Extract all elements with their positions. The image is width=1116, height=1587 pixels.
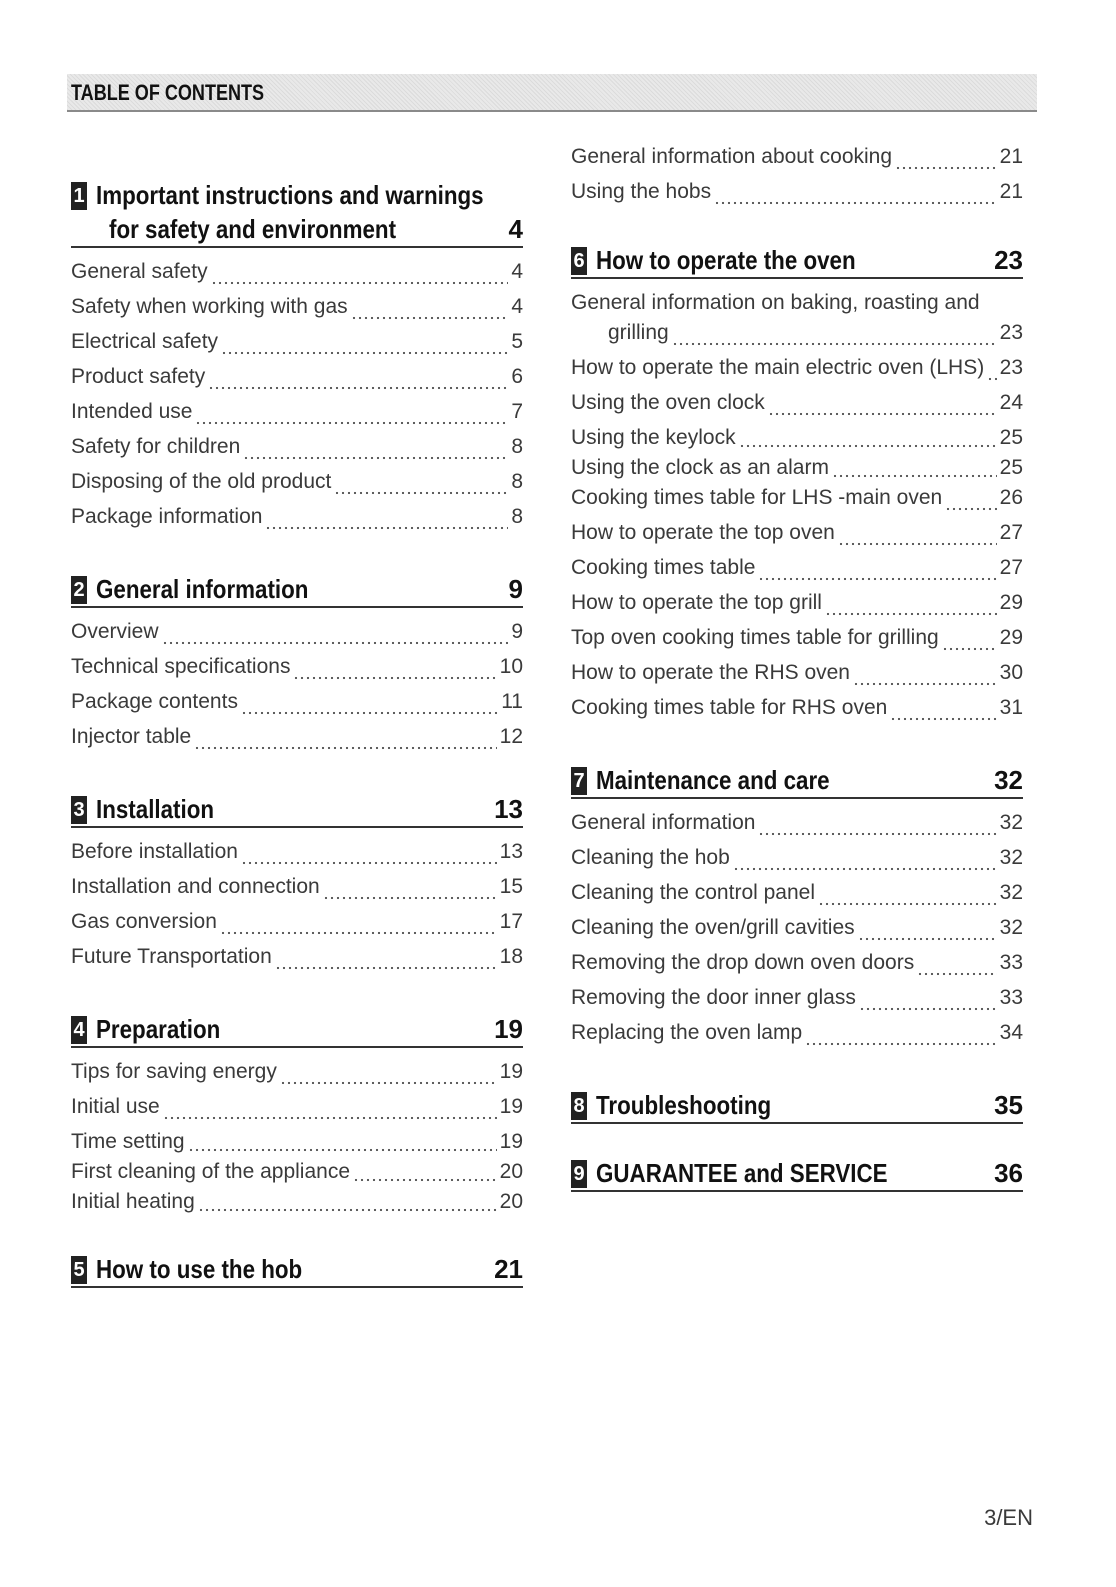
dot-leader <box>275 966 497 970</box>
toc-entry[interactable] <box>71 1190 523 1220</box>
dot-leader <box>758 832 996 836</box>
entry-label: Using the clock as an alarm <box>571 456 829 479</box>
toc-entry[interactable] <box>71 620 523 655</box>
dot-leader <box>895 166 997 170</box>
section-title: Installation <box>96 794 215 824</box>
dot-leader <box>853 682 997 686</box>
toc-section-8 <box>571 1088 1023 1124</box>
dot-leader <box>945 507 996 511</box>
entry-page: 21 <box>999 145 1023 168</box>
section-number-badge: 9 <box>571 1160 587 1188</box>
entry-page: 33 <box>999 951 1023 974</box>
entry-label: Installation and connection <box>71 875 320 898</box>
section-title-line2: for safety and environment <box>109 214 397 244</box>
entry-list <box>71 840 523 980</box>
dot-leader <box>818 902 997 906</box>
toc-entry[interactable] <box>571 661 1023 696</box>
section-number-badge: 2 <box>71 576 87 604</box>
dot-leader <box>859 1007 997 1011</box>
section-number-badge: 6 <box>571 247 587 275</box>
toc-entry[interactable] <box>71 330 523 365</box>
toc-entry[interactable] <box>71 690 523 725</box>
toc-entry[interactable] <box>571 521 1023 556</box>
section-heading-continued[interactable] <box>71 212 523 248</box>
entry-label: Electrical safety <box>71 330 219 353</box>
entry-label: Product safety <box>71 365 206 388</box>
entry-page: 8 <box>511 505 523 528</box>
dot-leader <box>832 474 997 478</box>
toc-left-column <box>71 178 523 1320</box>
entry-label: How to operate the main electric oven (LHS) <box>571 356 985 379</box>
toc-entry[interactable] <box>71 505 523 540</box>
dot-leader <box>241 861 497 865</box>
dot-leader <box>838 542 997 546</box>
section-heading[interactable] <box>71 792 523 828</box>
entry-page: 26 <box>999 486 1023 509</box>
entry-page: 23 <box>999 356 1023 379</box>
section-page: 19 <box>494 1014 523 1044</box>
toc-entry[interactable] <box>571 986 1023 1021</box>
toc-entry[interactable] <box>71 1060 523 1095</box>
toc-section-3 <box>71 792 523 980</box>
toc-right-column <box>571 145 1023 1224</box>
dot-leader <box>805 1042 996 1046</box>
dot-leader <box>323 896 497 900</box>
entry-label: General safety <box>71 260 208 283</box>
entry-label: Removing the door inner glass <box>571 986 856 1009</box>
entry-page: 34 <box>999 1021 1023 1044</box>
dot-leader <box>163 1116 497 1120</box>
toc-entry[interactable] <box>571 881 1023 916</box>
entry-label: General information on baking, roasting and <box>571 291 980 314</box>
section-number-badge: 4 <box>71 1016 87 1044</box>
entry-label: Cooking times table <box>571 556 756 579</box>
entry-label: First cleaning of the appliance <box>71 1160 350 1183</box>
entry-page: 13 <box>499 840 523 863</box>
section-number-badge: 8 <box>571 1092 587 1120</box>
toc-entry[interactable] <box>71 725 523 760</box>
toc-entry[interactable] <box>71 945 523 980</box>
page-title: TABLE OF CONTENTS <box>71 80 265 105</box>
section-heading[interactable] <box>571 763 1023 799</box>
entry-label: How to operate the RHS oven <box>571 661 850 684</box>
entry-label: Injector table <box>71 725 192 748</box>
dot-leader <box>768 412 997 416</box>
dot-leader <box>211 281 509 285</box>
toc-header-band <box>67 74 1037 112</box>
entry-list <box>71 620 523 760</box>
entry-page: 25 <box>999 426 1023 449</box>
entry-page: 29 <box>999 626 1023 649</box>
entry-label: Before installation <box>71 840 238 863</box>
entry-page: 23 <box>999 321 1023 344</box>
entry-label: Safety when working with gas <box>71 295 348 318</box>
dot-leader <box>221 351 508 355</box>
section-heading[interactable] <box>71 1012 523 1048</box>
toc-entry[interactable] <box>571 591 1023 626</box>
section-title: Troubleshooting <box>596 1090 772 1120</box>
dot-leader <box>917 972 996 976</box>
toc-entry[interactable] <box>571 391 1023 426</box>
entry-page: 6 <box>511 365 523 388</box>
entry-label: Technical specifications <box>71 655 291 678</box>
dot-leader <box>220 931 497 935</box>
toc-entry[interactable] <box>71 875 523 910</box>
toc-entry[interactable] <box>571 180 1023 215</box>
toc-entry[interactable] <box>571 916 1023 951</box>
section-title: GUARANTEE and SERVICE <box>596 1158 888 1188</box>
dot-leader <box>733 867 997 871</box>
dot-leader <box>858 937 997 941</box>
entry-label-line2: grilling <box>608 321 669 344</box>
entry-label: Overview <box>71 620 159 643</box>
entry-list <box>71 1060 523 1220</box>
dot-leader <box>208 386 508 390</box>
entry-page: 27 <box>999 521 1023 544</box>
entry-label: Using the oven clock <box>571 391 765 414</box>
toc-entry[interactable] <box>71 1160 523 1190</box>
toc-entry[interactable] <box>571 951 1023 986</box>
continued-entry-list <box>571 145 1023 215</box>
entry-page: 31 <box>999 696 1023 719</box>
toc-entry[interactable] <box>571 626 1023 661</box>
entry-page: 27 <box>999 556 1023 579</box>
section-page: 21 <box>494 1254 523 1284</box>
entry-label: Using the keylock <box>571 426 736 449</box>
toc-entry[interactable] <box>71 435 523 470</box>
dot-leader <box>739 444 997 448</box>
entry-label: Cleaning the oven/grill cavities <box>571 916 855 939</box>
dot-leader <box>942 647 997 651</box>
entry-page: 25 <box>999 456 1023 479</box>
dot-leader <box>280 1081 497 1085</box>
dot-leader <box>351 316 509 320</box>
toc-entry[interactable] <box>571 426 1023 456</box>
entry-label: Cooking times table for LHS -main oven <box>571 486 943 509</box>
entry-label: Disposing of the old product <box>71 470 332 493</box>
entry-label: How to operate the top grill <box>571 591 822 614</box>
toc-section-4 <box>71 1012 523 1220</box>
entry-label: Replacing the oven lamp <box>571 1021 803 1044</box>
section-title: How to use the hob <box>96 1254 303 1284</box>
toc-entry[interactable] <box>571 1021 1023 1056</box>
section-title: Important instructions and warnings <box>96 180 484 210</box>
section-page: 32 <box>994 765 1023 795</box>
entry-label: General information <box>571 811 756 834</box>
entry-list <box>571 291 1023 731</box>
entry-label: Top oven cooking times table for grilling <box>571 626 939 649</box>
section-number-badge: 7 <box>571 767 587 795</box>
toc-section-9 <box>571 1156 1023 1192</box>
toc-section-1 <box>71 178 523 540</box>
entry-page: 9 <box>511 620 523 643</box>
entry-page: 30 <box>999 661 1023 684</box>
section-page: 23 <box>994 245 1023 275</box>
dot-leader <box>162 641 509 645</box>
dot-leader <box>987 377 996 381</box>
entry-label: How to operate the top oven <box>571 521 835 544</box>
entry-page: 29 <box>999 591 1023 614</box>
entry-page: 12 <box>499 725 523 748</box>
toc-entry[interactable] <box>71 365 523 400</box>
toc-entry[interactable] <box>571 456 1023 486</box>
entry-page: 33 <box>999 986 1023 1009</box>
section-heading[interactable] <box>71 572 523 608</box>
entry-label: Initial use <box>71 1095 160 1118</box>
section-number-badge: 1 <box>71 182 87 210</box>
dot-leader <box>714 201 997 205</box>
toc-entry[interactable] <box>571 291 1023 356</box>
entry-page: 32 <box>999 916 1023 939</box>
entry-label: Time setting <box>71 1130 185 1153</box>
dot-leader <box>825 612 997 616</box>
dot-leader <box>758 577 996 581</box>
section-page: 36 <box>994 1158 1023 1188</box>
dot-leader <box>241 711 498 715</box>
entry-page: 4 <box>511 260 523 283</box>
toc-entry[interactable] <box>71 1130 523 1160</box>
entry-label: Intended use <box>71 400 193 423</box>
toc-entry[interactable] <box>71 400 523 435</box>
entry-page: 20 <box>499 1190 523 1213</box>
entry-label: Initial heating <box>71 1190 195 1213</box>
section-heading[interactable] <box>571 1088 1023 1124</box>
entry-label: Package contents <box>71 690 238 713</box>
section-heading[interactable] <box>571 243 1023 279</box>
entry-label: Cleaning the control panel <box>571 881 816 904</box>
section-heading[interactable] <box>71 178 523 212</box>
toc-entry[interactable] <box>71 295 523 330</box>
page-number: 3/EN <box>984 1505 1033 1530</box>
entry-page: 32 <box>999 881 1023 904</box>
dot-leader <box>353 1178 497 1182</box>
toc-entry[interactable] <box>71 260 523 295</box>
toc-section-6 <box>571 243 1023 731</box>
entry-page: 19 <box>499 1095 523 1118</box>
section-title: How to operate the oven <box>596 245 856 275</box>
entry-page: 7 <box>511 400 523 423</box>
section-number-badge: 3 <box>71 796 87 824</box>
section-heading[interactable] <box>71 1252 523 1288</box>
entry-page: 11 <box>501 690 523 713</box>
entry-page: 32 <box>999 811 1023 834</box>
entry-page: 15 <box>499 875 523 898</box>
toc-entry[interactable] <box>71 910 523 945</box>
entry-label: Cleaning the hob <box>571 846 730 869</box>
entry-page: 8 <box>511 470 523 493</box>
entry-page: 5 <box>511 330 523 353</box>
entry-label: Removing the drop down oven doors <box>571 951 915 974</box>
section-page: 9 <box>508 574 523 604</box>
entry-label-continued <box>571 321 1023 356</box>
toc-entry[interactable] <box>571 145 1023 180</box>
entry-page: 21 <box>999 180 1023 203</box>
entry-list <box>571 811 1023 1056</box>
toc-entry[interactable] <box>71 840 523 875</box>
section-title: Preparation <box>96 1014 221 1044</box>
dot-leader <box>243 456 508 460</box>
entry-page: 19 <box>499 1130 523 1153</box>
entry-label: Package information <box>71 505 263 528</box>
entry-page: 18 <box>499 945 523 968</box>
section-page: 4 <box>508 214 523 244</box>
dot-leader <box>672 342 997 346</box>
toc-entry[interactable] <box>71 655 523 690</box>
toc-section-7 <box>571 763 1023 1056</box>
toc-section-5 <box>71 1252 523 1288</box>
entry-page: 17 <box>499 910 523 933</box>
section-number-badge: 5 <box>71 1256 87 1284</box>
dot-leader <box>265 526 508 530</box>
entry-label: Gas conversion <box>71 910 217 933</box>
entry-page: 19 <box>499 1060 523 1083</box>
section-heading[interactable] <box>571 1156 1023 1192</box>
toc-entry[interactable] <box>571 356 1023 391</box>
toc-section-2 <box>71 572 523 760</box>
entry-label: Safety for children <box>71 435 241 458</box>
dot-leader <box>195 421 508 425</box>
toc-entry[interactable] <box>571 846 1023 881</box>
toc-entry[interactable] <box>571 486 1023 521</box>
dot-leader <box>293 676 496 680</box>
section-title: Maintenance and care <box>596 765 830 795</box>
entry-page: 10 <box>499 655 523 678</box>
entry-page: 8 <box>511 435 523 458</box>
section-page: 13 <box>494 794 523 824</box>
entry-page: 32 <box>999 846 1023 869</box>
dot-leader <box>890 717 996 721</box>
section-title: General information <box>96 574 309 604</box>
entry-label: Future Transportation <box>71 945 272 968</box>
dot-leader <box>194 746 496 750</box>
dot-leader <box>334 491 508 495</box>
toc-entry[interactable] <box>571 696 1023 731</box>
section-page: 35 <box>994 1090 1023 1120</box>
toc-entry[interactable] <box>571 556 1023 591</box>
entry-label: Using the hobs <box>571 180 712 203</box>
entry-label: Tips for saving energy <box>71 1060 277 1083</box>
entry-label: General information about cooking <box>571 145 893 168</box>
entry-page: 4 <box>511 295 523 318</box>
entry-label: Cooking times table for RHS oven <box>571 696 888 719</box>
toc-entry[interactable] <box>71 470 523 505</box>
entry-page: 24 <box>999 391 1023 414</box>
entry-page: 20 <box>499 1160 523 1183</box>
dot-leader <box>188 1148 497 1152</box>
entry-list <box>71 260 523 540</box>
toc-entry[interactable] <box>71 1095 523 1130</box>
dot-leader <box>198 1208 497 1212</box>
toc-entry[interactable] <box>571 811 1023 846</box>
